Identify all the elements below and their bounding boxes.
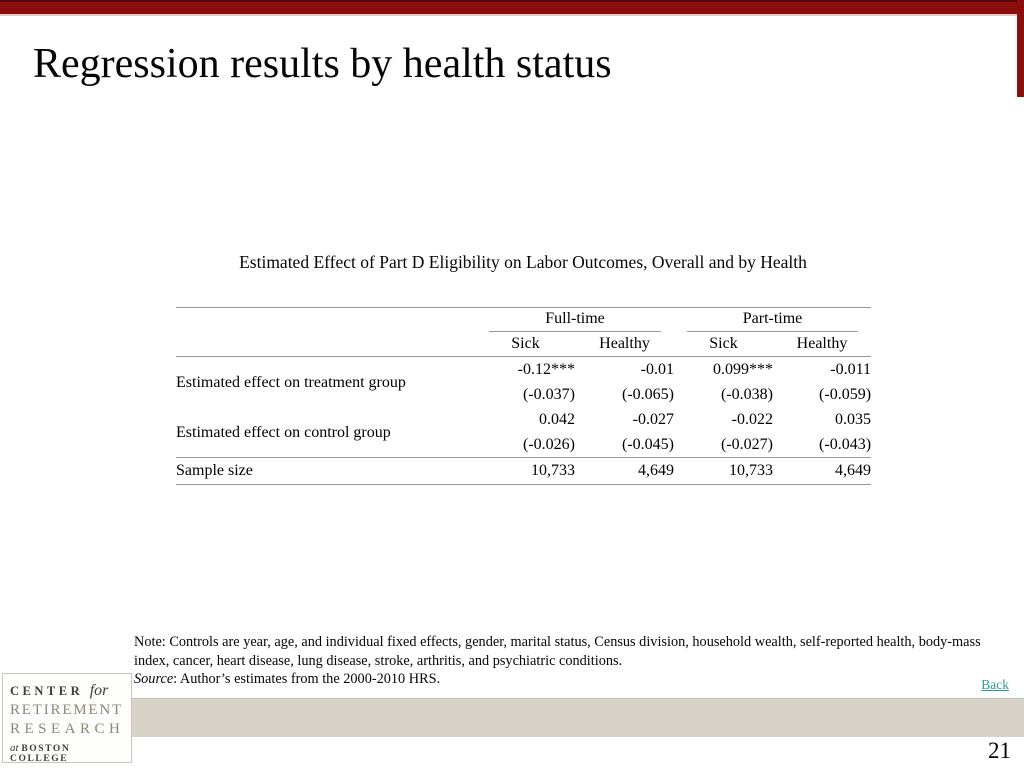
table-row-treatment-estimates <box>176 357 871 383</box>
cell-stderr: (-0.045) <box>622 436 674 453</box>
top-accent-bar <box>0 0 1024 16</box>
logo-at-text: at <box>10 742 22 754</box>
table-title: Estimated Effect of Part D Eligibility on Labor Outcomes, Overall and by Health <box>239 252 807 272</box>
right-accent-bar <box>1017 0 1024 97</box>
crr-boston-college-logo <box>2 673 132 763</box>
empty-cell <box>176 332 476 357</box>
cell-stderr: (-0.038) <box>721 386 773 403</box>
source-line <box>134 670 1006 689</box>
cell-stderr: (-0.037) <box>523 386 575 403</box>
cell-value: 0.099*** <box>713 361 773 378</box>
results-table <box>176 307 871 485</box>
source-label: Source <box>134 671 174 688</box>
cell-value: -0.01 <box>640 361 674 378</box>
col-header-sick-parttime: Sick <box>674 332 773 357</box>
row-label-sample-size: Sample size <box>176 458 476 485</box>
sub-header-row <box>176 332 871 357</box>
group-header-cell <box>674 308 871 333</box>
cell-stderr: (-0.027) <box>721 436 773 453</box>
cell-sample-size: 4,649 <box>773 458 871 485</box>
logo-line-research: RESEARCH <box>10 721 125 737</box>
cell-sample-size: 10,733 <box>476 458 575 485</box>
col-header-healthy-fulltime: Healthy <box>575 332 674 357</box>
cell-value: 0.042 <box>539 411 575 428</box>
cell-value: -0.12*** <box>517 361 575 378</box>
row-label-treatment: Estimated effect on treatment group <box>176 373 406 391</box>
logo-line-retirement: RETIREMENT <box>10 702 123 718</box>
cell-value: -0.027 <box>632 411 674 428</box>
note-text: Note: Controls are year, age, and individual fixed effects, gender, marital status, Census division, household wealth, self-reported health, body-mass index, cancer, heart disease, lung disease, stroke, arthritis, and psychiatric conditions. <box>134 634 981 669</box>
cell-stderr: (-0.026) <box>523 436 575 453</box>
cell-sample-size: 4,649 <box>575 458 674 485</box>
group-header-part-time: Part-time <box>687 308 858 332</box>
logo-line-center <box>10 683 131 699</box>
cell-value: 0.035 <box>835 411 872 428</box>
cell-stderr: (-0.059) <box>819 386 872 403</box>
row-label-control: Estimated effect on control group <box>176 423 391 441</box>
group-header-cell <box>476 308 674 333</box>
cell-value: -0.022 <box>731 411 773 428</box>
group-header-row <box>176 308 871 333</box>
col-header-sick-fulltime: Sick <box>476 332 575 357</box>
group-header-full-time: Full-time <box>489 308 661 332</box>
bottom-band <box>127 698 1024 737</box>
table-row-sample-size <box>176 458 871 485</box>
cell-stderr: (-0.065) <box>622 386 674 403</box>
empty-cell <box>176 308 476 333</box>
cell-stderr: (-0.043) <box>819 436 872 453</box>
cell-value: -0.011 <box>830 361 872 378</box>
logo-line-boston-college <box>10 743 131 764</box>
page-title: Regression results by health status <box>33 41 612 87</box>
logo-bc-text: BOSTON COLLEGE <box>10 744 71 764</box>
logo-center-text: CENTER <box>10 684 84 698</box>
logo-for-text: for <box>89 682 109 699</box>
back-link[interactable]: Back <box>981 677 1009 692</box>
source-text: : Author’s estimates from the 2000-2010 HRS. <box>173 671 441 688</box>
table-row-control-estimates <box>176 407 871 432</box>
col-header-healthy-parttime: Healthy <box>773 332 871 357</box>
notes <box>134 633 1006 689</box>
page-number: 21 <box>988 738 1011 763</box>
cell-sample-size: 10,733 <box>674 458 773 485</box>
